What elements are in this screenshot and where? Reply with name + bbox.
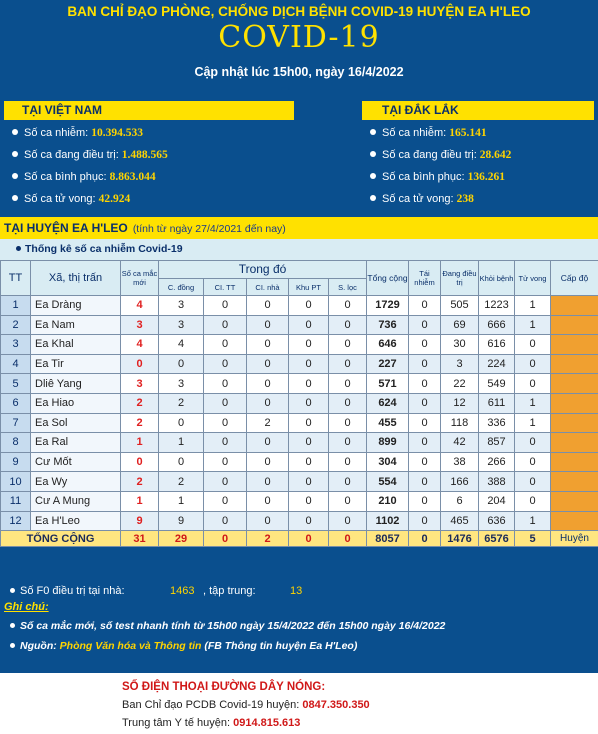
cell-name: Ea Ral (31, 433, 121, 453)
district-heading-bar: TẠI HUYỆN EA H'LEO (tính từ ngày 27/4/2021 đến nay) (0, 217, 598, 239)
cell-dang: 12 (441, 393, 479, 413)
vn-recovered: Số ca bình phục: 8.863.044 (12, 167, 156, 187)
cell-ci_nha: 0 (247, 511, 289, 531)
f0-home-value: 1463 (170, 585, 195, 597)
bullet-icon (16, 246, 21, 251)
cell-tv: 0 (515, 354, 551, 374)
cell-khoi: 388 (479, 472, 515, 492)
cell-tt: 10 (1, 472, 31, 492)
cell-tai: 0 (409, 413, 441, 433)
cell-c_dong: 3 (159, 315, 204, 335)
cell-level (551, 335, 598, 355)
cell-c_dong: 1 (159, 491, 204, 511)
cell-s_loc: 0 (329, 354, 367, 374)
cell-tai: 0 (409, 374, 441, 394)
dl-deaths: Số ca tử vong: 238 (370, 189, 474, 209)
cell-level (551, 433, 598, 453)
col-community: C. đồng (159, 279, 204, 296)
cell-moi: 9 (121, 511, 159, 531)
col-new-cases: Số ca mắc mới (121, 261, 159, 296)
cell-level (551, 452, 598, 472)
table-row (1, 296, 598, 316)
cell-s_loc: 0 (329, 511, 367, 531)
cell-level (551, 472, 598, 492)
cell-ci_nha: 0 (247, 491, 289, 511)
cell-level (551, 296, 598, 316)
bullet-icon (12, 151, 18, 157)
cell-c_dong: 4 (159, 335, 204, 355)
table-row (1, 374, 598, 394)
cell-ci_nha: 0 (247, 374, 289, 394)
cell-level (551, 511, 598, 531)
cell-name: Ea Dràng (31, 296, 121, 316)
cell-tong: 624 (367, 393, 409, 413)
cell-ci_nha: 0 (247, 354, 289, 374)
col-blockade: Khu PT (289, 279, 329, 296)
cell-dang: 42 (441, 433, 479, 453)
cell-dang: 22 (441, 374, 479, 394)
cell-tong: 646 (367, 335, 409, 355)
cell-ci_nha: 0 (247, 335, 289, 355)
cell-moi: 4 (121, 335, 159, 355)
cell-ci_nha: 0 (247, 433, 289, 453)
cell-tv: 0 (515, 452, 551, 472)
cell-khu_pt: 0 (289, 374, 329, 394)
cell-ci_tt: 0 (204, 315, 247, 335)
cell-s_loc: 0 (329, 296, 367, 316)
cell-tv: 1 (515, 296, 551, 316)
col-home-isolation: CI. nhà (247, 279, 289, 296)
cell-ci_nha: 2 (247, 413, 289, 433)
cell-khoi: 549 (479, 374, 515, 394)
cell-khu_pt: 0 (289, 315, 329, 335)
cell-khoi: 616 (479, 335, 515, 355)
cell-moi: 3 (121, 374, 159, 394)
cell-name: Cư Mốt (31, 452, 121, 472)
cell-c_dong: 9 (159, 511, 204, 531)
cell-dang: 6 (441, 491, 479, 511)
cell-dang: 30 (441, 335, 479, 355)
cell-level (551, 315, 598, 335)
cell-tong: 227 (367, 354, 409, 374)
cell-tai: 0 (409, 452, 441, 472)
cell-tai: 0 (409, 335, 441, 355)
cell-c_dong: 2 (159, 472, 204, 492)
cell-khoi: 1223 (479, 296, 515, 316)
cell-ci_tt: 0 (204, 472, 247, 492)
table-row (1, 393, 598, 413)
bullet-icon (10, 588, 15, 593)
cell-tong: 1729 (367, 296, 409, 316)
table-row (1, 354, 598, 374)
report-title: BAN CHỈ ĐẠO PHÒNG, CHỐNG DỊCH BỆNH COVID-19 HUYỆN EA H'LEO (67, 4, 531, 19)
cell-dang: 166 (441, 472, 479, 492)
cell-khoi: 611 (479, 393, 515, 413)
col-commune: Xã, thị trấn (31, 261, 121, 296)
cell-name: Cư A Mung (31, 491, 121, 511)
cell-moi: 0 (121, 452, 159, 472)
cell-tong: 210 (367, 491, 409, 511)
cell-khu_pt: 0 (289, 296, 329, 316)
col-recovered: Khỏi bệnh (479, 261, 515, 296)
cell-khu_pt: 0 (289, 413, 329, 433)
bullet-icon (10, 623, 15, 628)
cell-tv: 1 (515, 413, 551, 433)
notes-heading: Ghi chú: (4, 601, 49, 613)
hotline-steering: Ban Chỉ đạo PCDB Covid-19 huyện: 0847.350.350 (122, 699, 370, 711)
cell-level (551, 491, 598, 511)
cell-name: Ea Nam (31, 315, 121, 335)
cell-s_loc: 0 (329, 413, 367, 433)
cell-dang: 118 (441, 413, 479, 433)
cell-tai: 0 (409, 354, 441, 374)
cell-tai: 0 (409, 315, 441, 335)
cell-tv: 0 (515, 335, 551, 355)
cell-ci_tt: 0 (204, 335, 247, 355)
cell-s_loc: 0 (329, 472, 367, 492)
cell-name: Ea H'Leo (31, 511, 121, 531)
bullet-icon (12, 195, 18, 201)
cell-tt: 9 (1, 452, 31, 472)
cell-tt: 12 (1, 511, 31, 531)
col-central-isolation: CI. TT (204, 279, 247, 296)
cell-tt: 11 (1, 491, 31, 511)
cell-tv: 0 (515, 491, 551, 511)
cell-khoi: 266 (479, 452, 515, 472)
cell-ci_tt: 0 (204, 393, 247, 413)
table-row (1, 413, 598, 433)
cell-tv: 1 (515, 393, 551, 413)
cell-moi: 0 (121, 354, 159, 374)
cell-khoi: 336 (479, 413, 515, 433)
cell-khu_pt: 0 (289, 354, 329, 374)
cell-ci_nha: 0 (247, 393, 289, 413)
cell-dang: 3 (441, 354, 479, 374)
cell-dang: 465 (441, 511, 479, 531)
bullet-icon (12, 173, 18, 179)
cell-moi: 1 (121, 433, 159, 453)
col-group-of-which: Trong đó (159, 261, 367, 279)
bullet-icon (12, 129, 18, 135)
cell-ci_tt: 0 (204, 491, 247, 511)
cell-c_dong: 3 (159, 374, 204, 394)
cell-dang: 505 (441, 296, 479, 316)
col-tt: TT (1, 261, 31, 296)
daklak-heading: TẠI ĐẮK LẮK (362, 101, 594, 120)
district-table (0, 260, 598, 547)
note-new-cases: Số ca mắc mới, số test nhanh tính từ 15h00 ngày 15/4/2022 đến 15h00 ngày 16/4/2022 (10, 620, 445, 632)
cell-ci_tt: 0 (204, 354, 247, 374)
cell-khoi: 857 (479, 433, 515, 453)
cell-level (551, 413, 598, 433)
cell-name: Ea Wy (31, 472, 121, 492)
cell-khu_pt: 0 (289, 433, 329, 453)
cell-tai: 0 (409, 296, 441, 316)
cell-moi: 1 (121, 491, 159, 511)
cell-c_dong: 1 (159, 433, 204, 453)
cell-khu_pt: 0 (289, 511, 329, 531)
cell-moi: 4 (121, 296, 159, 316)
f0-central-value: 13 (290, 585, 303, 597)
vietnam-heading: TẠI VIỆT NAM (4, 101, 294, 120)
cell-tt: 7 (1, 413, 31, 433)
bullet-icon (10, 643, 15, 648)
cell-c_dong: 0 (159, 452, 204, 472)
cell-tt: 6 (1, 393, 31, 413)
hotline-medical: Trung tâm Y tế huyện: 0914.815.613 (122, 717, 301, 729)
table-row (1, 335, 598, 355)
cell-moi: 3 (121, 315, 159, 335)
vn-deaths: Số ca tử vong: 42.924 (12, 189, 130, 209)
cell-moi: 2 (121, 472, 159, 492)
vn-treating: Số ca đang điều trị: 1.488.565 (12, 145, 168, 165)
cell-tt: 1 (1, 296, 31, 316)
cell-moi: 2 (121, 393, 159, 413)
cell-c_dong: 2 (159, 393, 204, 413)
cell-khu_pt: 0 (289, 393, 329, 413)
cell-s_loc: 0 (329, 335, 367, 355)
cell-s_loc: 0 (329, 433, 367, 453)
cell-c_dong: 0 (159, 413, 204, 433)
note-source: Nguồn: Phòng Văn hóa và Thông tin (FB Thông tin huyện Ea H'Leo) (10, 640, 357, 652)
cell-ci_tt: 0 (204, 452, 247, 472)
cell-tv: 1 (515, 315, 551, 335)
dl-infected: Số ca nhiễm: 165.141 (370, 123, 487, 143)
cell-tai: 0 (409, 393, 441, 413)
cell-tong: 1102 (367, 511, 409, 531)
cell-khoi: 224 (479, 354, 515, 374)
covid-banner: COVID-19 (218, 20, 380, 55)
col-treating: Đang điều trị (441, 261, 479, 296)
col-reinfected: Tái nhiễm (409, 261, 441, 296)
cell-khoi: 636 (479, 511, 515, 531)
dl-treating: Số ca đang điều trị: 28.642 (370, 145, 511, 165)
cell-moi: 2 (121, 413, 159, 433)
cell-tt: 8 (1, 433, 31, 453)
cell-ci_nha: 0 (247, 315, 289, 335)
cell-tv: 1 (515, 511, 551, 531)
cell-level (551, 374, 598, 394)
cell-s_loc: 0 (329, 393, 367, 413)
dl-recovered: Số ca bình phục: 136.261 (370, 167, 505, 187)
cell-khoi: 204 (479, 491, 515, 511)
bullet-icon (370, 151, 376, 157)
table-row (1, 491, 598, 511)
cell-s_loc: 0 (329, 315, 367, 335)
bullet-icon (370, 173, 376, 179)
cell-ci_nha: 0 (247, 452, 289, 472)
table-row (1, 452, 598, 472)
cell-tai: 0 (409, 491, 441, 511)
col-deaths: Tử vong (515, 261, 551, 296)
cell-tv: 0 (515, 433, 551, 453)
total-row: TỔNG CỘNG 31 29 0 2 0 0 8057 0 1476 6576 5 Huyện (1, 531, 598, 547)
bullet-icon (370, 129, 376, 135)
cell-ci_nha: 0 (247, 296, 289, 316)
cell-tong: 455 (367, 413, 409, 433)
phone-medical[interactable]: 0914.815.613 (233, 717, 301, 729)
bullet-icon (370, 195, 376, 201)
cell-tai: 0 (409, 472, 441, 492)
cell-tt: 3 (1, 335, 31, 355)
cell-name: Ea Hiao (31, 393, 121, 413)
cell-c_dong: 0 (159, 354, 204, 374)
col-total: Tổng cộng (367, 261, 409, 296)
cell-level (551, 393, 598, 413)
cell-s_loc: 0 (329, 452, 367, 472)
cell-ci_tt: 0 (204, 296, 247, 316)
hotline-title: SỐ ĐIỆN THOẠI ĐƯỜNG DÂY NÓNG: (122, 681, 326, 693)
cell-ci_nha: 0 (247, 472, 289, 492)
cell-ci_tt: 0 (204, 374, 247, 394)
cell-khu_pt: 0 (289, 491, 329, 511)
hotline-panel (0, 673, 598, 734)
vn-infected: Số ca nhiễm: 10.394.533 (12, 123, 143, 143)
cell-s_loc: 0 (329, 491, 367, 511)
table-row (1, 511, 598, 531)
district-sub-bar: Thống kê số ca nhiễm Covid-19 (0, 239, 598, 260)
cell-name: Ea Khal (31, 335, 121, 355)
cell-tt: 5 (1, 374, 31, 394)
cell-khu_pt: 0 (289, 472, 329, 492)
cell-tt: 2 (1, 315, 31, 335)
cell-dang: 69 (441, 315, 479, 335)
cell-level (551, 354, 598, 374)
cell-tai: 0 (409, 511, 441, 531)
cell-name: Ea Tir (31, 354, 121, 374)
cell-ci_tt: 0 (204, 413, 247, 433)
table-row (1, 433, 598, 453)
col-screening: S. lọc (329, 279, 367, 296)
cell-name: Dliê Yang (31, 374, 121, 394)
cell-khoi: 666 (479, 315, 515, 335)
cell-tong: 554 (367, 472, 409, 492)
cell-name: Ea Sol (31, 413, 121, 433)
f0-summary: Số F0 điều trị tại nhà: 1463 , tập trung: 13 (10, 583, 125, 599)
phone-steering[interactable]: 0847.350.350 (302, 699, 370, 711)
cell-khu_pt: 0 (289, 452, 329, 472)
cell-tv: 0 (515, 472, 551, 492)
cell-khu_pt: 0 (289, 335, 329, 355)
cell-tong: 304 (367, 452, 409, 472)
table-row (1, 315, 598, 335)
cell-tong: 736 (367, 315, 409, 335)
cell-s_loc: 0 (329, 374, 367, 394)
cell-tv: 0 (515, 374, 551, 394)
cell-ci_tt: 0 (204, 511, 247, 531)
cell-dang: 38 (441, 452, 479, 472)
cell-tong: 899 (367, 433, 409, 453)
table-row (1, 472, 598, 492)
col-level: Cấp độ (551, 261, 598, 296)
cell-tai: 0 (409, 433, 441, 453)
cell-tong: 571 (367, 374, 409, 394)
cell-c_dong: 3 (159, 296, 204, 316)
cell-ci_tt: 0 (204, 433, 247, 453)
cell-tt: 4 (1, 354, 31, 374)
update-time: Cập nhật lúc 15h00, ngày 16/4/2022 (194, 65, 404, 79)
